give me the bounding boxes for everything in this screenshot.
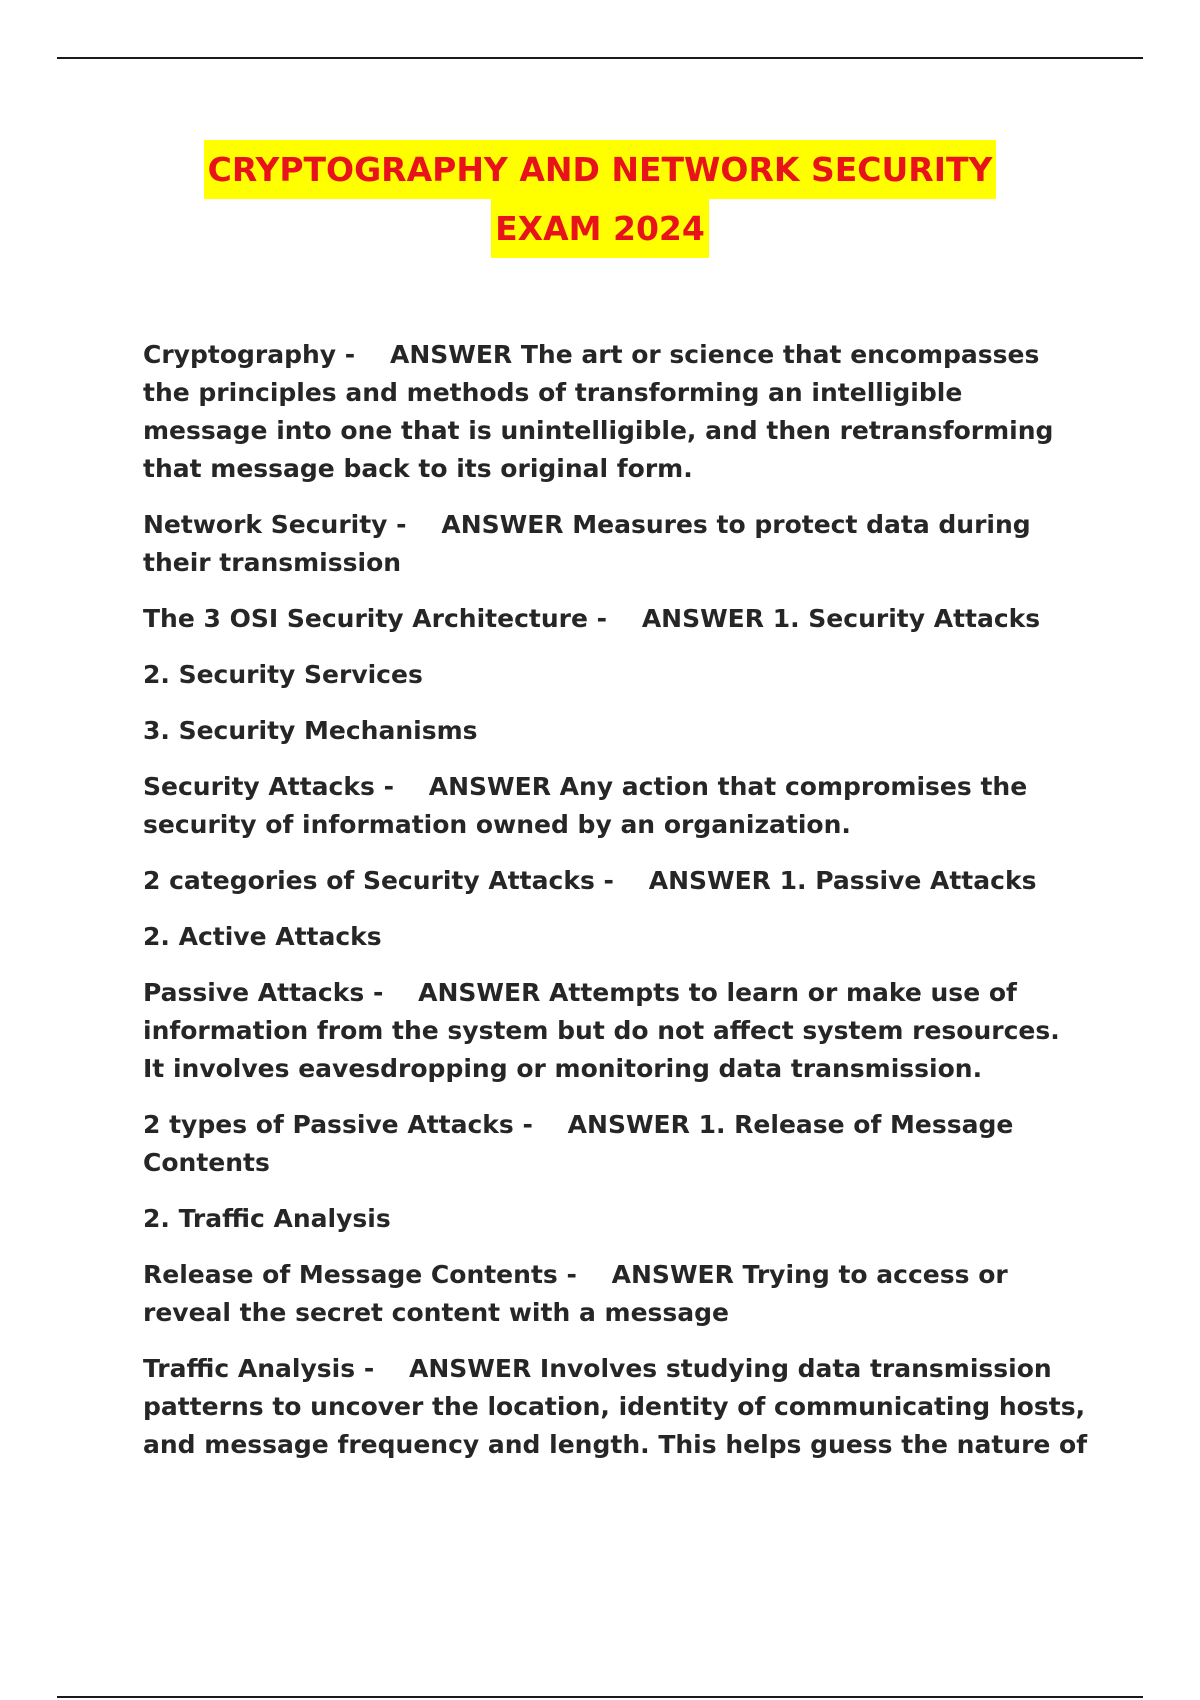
paragraph-passive-attack-types: 2 types of Passive Attacks - ANSWER 1. Release of Message Contents: [143, 1110, 1023, 1177]
paragraph-release-of-message-contents: Release of Message Contents - ANSWER Trying to access or reveal the secret content with a message: [143, 1260, 1017, 1327]
paragraph-traffic-analysis-item: 2. Traffic Analysis: [143, 1204, 391, 1233]
document-body: [143, 336, 1094, 1482]
paragraph-active-attacks: 2. Active Attacks: [143, 922, 382, 951]
paragraph-traffic-analysis: Traffic Analysis - ANSWER Involves studying data transmission patterns to uncover the location, identity of communicating hosts, and message frequency and length. This helps guess the nature of: [143, 1354, 1094, 1459]
paragraph-cryptography: Cryptography - ANSWER The art or science that encompasses the principles and methods of transforming an intelligible message into one that is unintelligible, and then retransforming that message back to its original form.: [143, 340, 1063, 483]
bottom-rule: [57, 1696, 1143, 1698]
paragraph-security-attacks: Security Attacks - ANSWER Any action that compromises the security of information owned by an organization.: [143, 772, 1036, 839]
page-title: [0, 140, 1200, 258]
title-line-2: EXAM 2024: [491, 199, 709, 258]
paragraph-attack-categories: 2 categories of Security Attacks - ANSWER 1. Passive Attacks: [143, 866, 1037, 895]
paragraph-osi-architecture: The 3 OSI Security Architecture - ANSWER 1. Security Attacks: [143, 604, 1041, 633]
paragraph-network-security: Network Security - ANSWER Measures to protect data during their transmission: [143, 510, 1040, 577]
paragraph-security-mechanisms: 3. Security Mechanisms: [143, 716, 478, 745]
paragraph-passive-attacks: Passive Attacks - ANSWER Attempts to learn or make use of information from the system but do not affect system resources. It involves eavesdropping or monitoring data transmission.: [143, 978, 1069, 1083]
title-line-1: CRYPTOGRAPHY AND NETWORK SECURITY: [204, 140, 997, 199]
top-rule: [57, 57, 1143, 59]
paragraph-security-services: 2. Security Services: [143, 660, 423, 689]
